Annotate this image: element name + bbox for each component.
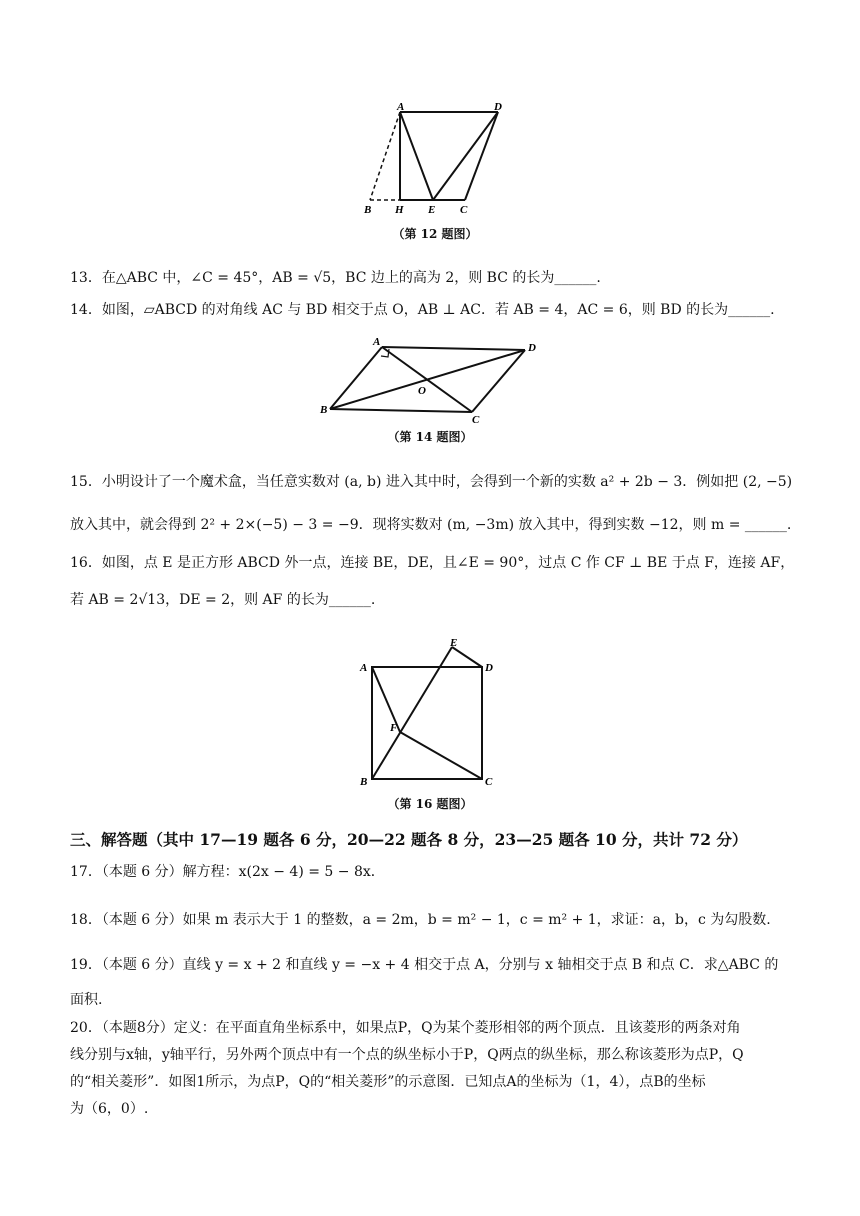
fig14-label-b: B bbox=[320, 404, 328, 416]
question-19-line2 bbox=[70, 990, 804, 1010]
q17-text: 17．（本题 6 分）解方程：x(2x − 4) = 5 − 8x． bbox=[70, 864, 385, 880]
fig16-label-e: E bbox=[450, 637, 458, 649]
q20-line3: 的“相关菱形”．如图1所示，为点P，Q的“相关菱形”的示意图．已知点A的坐标为（1，4），点B的坐标 bbox=[70, 1074, 706, 1090]
fig16-label-b: B bbox=[360, 776, 368, 788]
fig14-label-a: A bbox=[373, 336, 381, 348]
q13-text: 13． bbox=[70, 270, 102, 286]
fig14-label-c: C bbox=[472, 414, 480, 425]
fig12-label-h: H bbox=[395, 204, 404, 216]
fig14-caption: （第 14 题图） bbox=[387, 430, 473, 444]
q20-line1: 20．（本题8分）定义：在平面直角坐标系中，如果点P，Q为某个菱形相邻的两个顶点．且该菱形的两条对角 bbox=[70, 1020, 741, 1036]
fig12-caption: （第 12 题图） bbox=[392, 227, 478, 241]
fig12-label-d: D bbox=[494, 101, 502, 113]
q13-body: 在△ABC 中，∠C = 45°，AB = √5，BC 边上的高为 2，则 BC 的长为______. bbox=[101, 270, 601, 286]
q14-num: 14． bbox=[70, 302, 102, 318]
fig16-label-f: F bbox=[390, 722, 398, 734]
question-19-line1 bbox=[70, 955, 804, 975]
question-20-line2 bbox=[70, 1045, 804, 1065]
fig14-label-o: O bbox=[418, 385, 426, 397]
fig14-label-d: D bbox=[528, 342, 536, 354]
question-17 bbox=[70, 862, 804, 882]
section-3-title: 三、解答题（其中 17—19 题各 6 分，20—22 题各 8 分，23—25 题各 10 分，共计 72 分） bbox=[70, 830, 748, 849]
q18-text: 18．（本题 6 分）如果 m 表示大于 1 的整数，a = 2m，b = m² − 1，c = m² + 1，求证：a，b，c 为勾股数. bbox=[70, 912, 771, 928]
fig12-label-e: E bbox=[428, 204, 436, 216]
fig16-label-d: D bbox=[485, 662, 493, 674]
fig12-label-a: A bbox=[397, 101, 405, 113]
q15-line2: 放入其中，就会得到 2² + 2×(−5) − 3 = −9．现将实数对 (m, −3m) 放入其中，得到实数 −12，则 m = ______. bbox=[70, 517, 792, 533]
q20-line2: 线分别与x轴，y轴平行，另外两个顶点中有一个点的纵坐标小于P，Q两点的纵坐标，那么称该菱形为点P，Q bbox=[70, 1047, 744, 1063]
q15-line1: 小明设计了一个魔术盒，当任意实数对 (a, b) 进入其中时，会得到一个新的实数 a² + 2b − 3．例如把 (2, −5) bbox=[101, 474, 793, 490]
question-18 bbox=[70, 910, 804, 930]
question-14 bbox=[70, 300, 804, 320]
question-13 bbox=[70, 268, 804, 288]
q15-num: 15． bbox=[70, 474, 102, 490]
question-15-line1 bbox=[70, 472, 804, 492]
q19-line1: 19．（本题 6 分）直线 y = x + 2 和直线 y = −x + 4 相交于点 A，分别与 x 轴相交于点 B 和点 C．求△ABC 的 bbox=[70, 957, 779, 973]
question-20-line3 bbox=[70, 1072, 804, 1092]
q20-line4: 为（6，0）. bbox=[70, 1101, 149, 1117]
question-20-line1 bbox=[70, 1018, 804, 1038]
question-16-line2 bbox=[70, 590, 804, 610]
q14-body: 如图，▱ABCD 的对角线 AC 与 BD 相交于点 O，AB ⊥ AC．若 AB = 4，AC = 6，则 BD 的长为______. bbox=[101, 302, 775, 318]
q16-num: 16． bbox=[70, 555, 102, 571]
fig12-label-b: B bbox=[364, 204, 372, 216]
question-20-line4 bbox=[70, 1099, 804, 1119]
q19-line2: 面积. bbox=[70, 992, 103, 1008]
figure-12 bbox=[355, 100, 525, 220]
q16-line1: 如图，点 E 是正方形 ABCD 外一点，连接 BE，DE，且∠E = 90°，过点 C 作 CF ⊥ BE 于点 F，连接 AF， bbox=[101, 555, 795, 571]
fig16-label-c: C bbox=[485, 776, 493, 788]
question-15-line2 bbox=[70, 515, 804, 535]
q16-line2: 若 AB = 2√13，DE = 2，则 AF 的长为______. bbox=[70, 592, 376, 608]
figure-14 bbox=[315, 335, 545, 425]
fig16-label-a: A bbox=[360, 662, 368, 674]
fig16-caption: （第 16 题图） bbox=[387, 797, 473, 811]
question-16-line1 bbox=[70, 553, 804, 573]
figure-16 bbox=[357, 635, 502, 793]
fig12-label-c: C bbox=[460, 204, 468, 216]
